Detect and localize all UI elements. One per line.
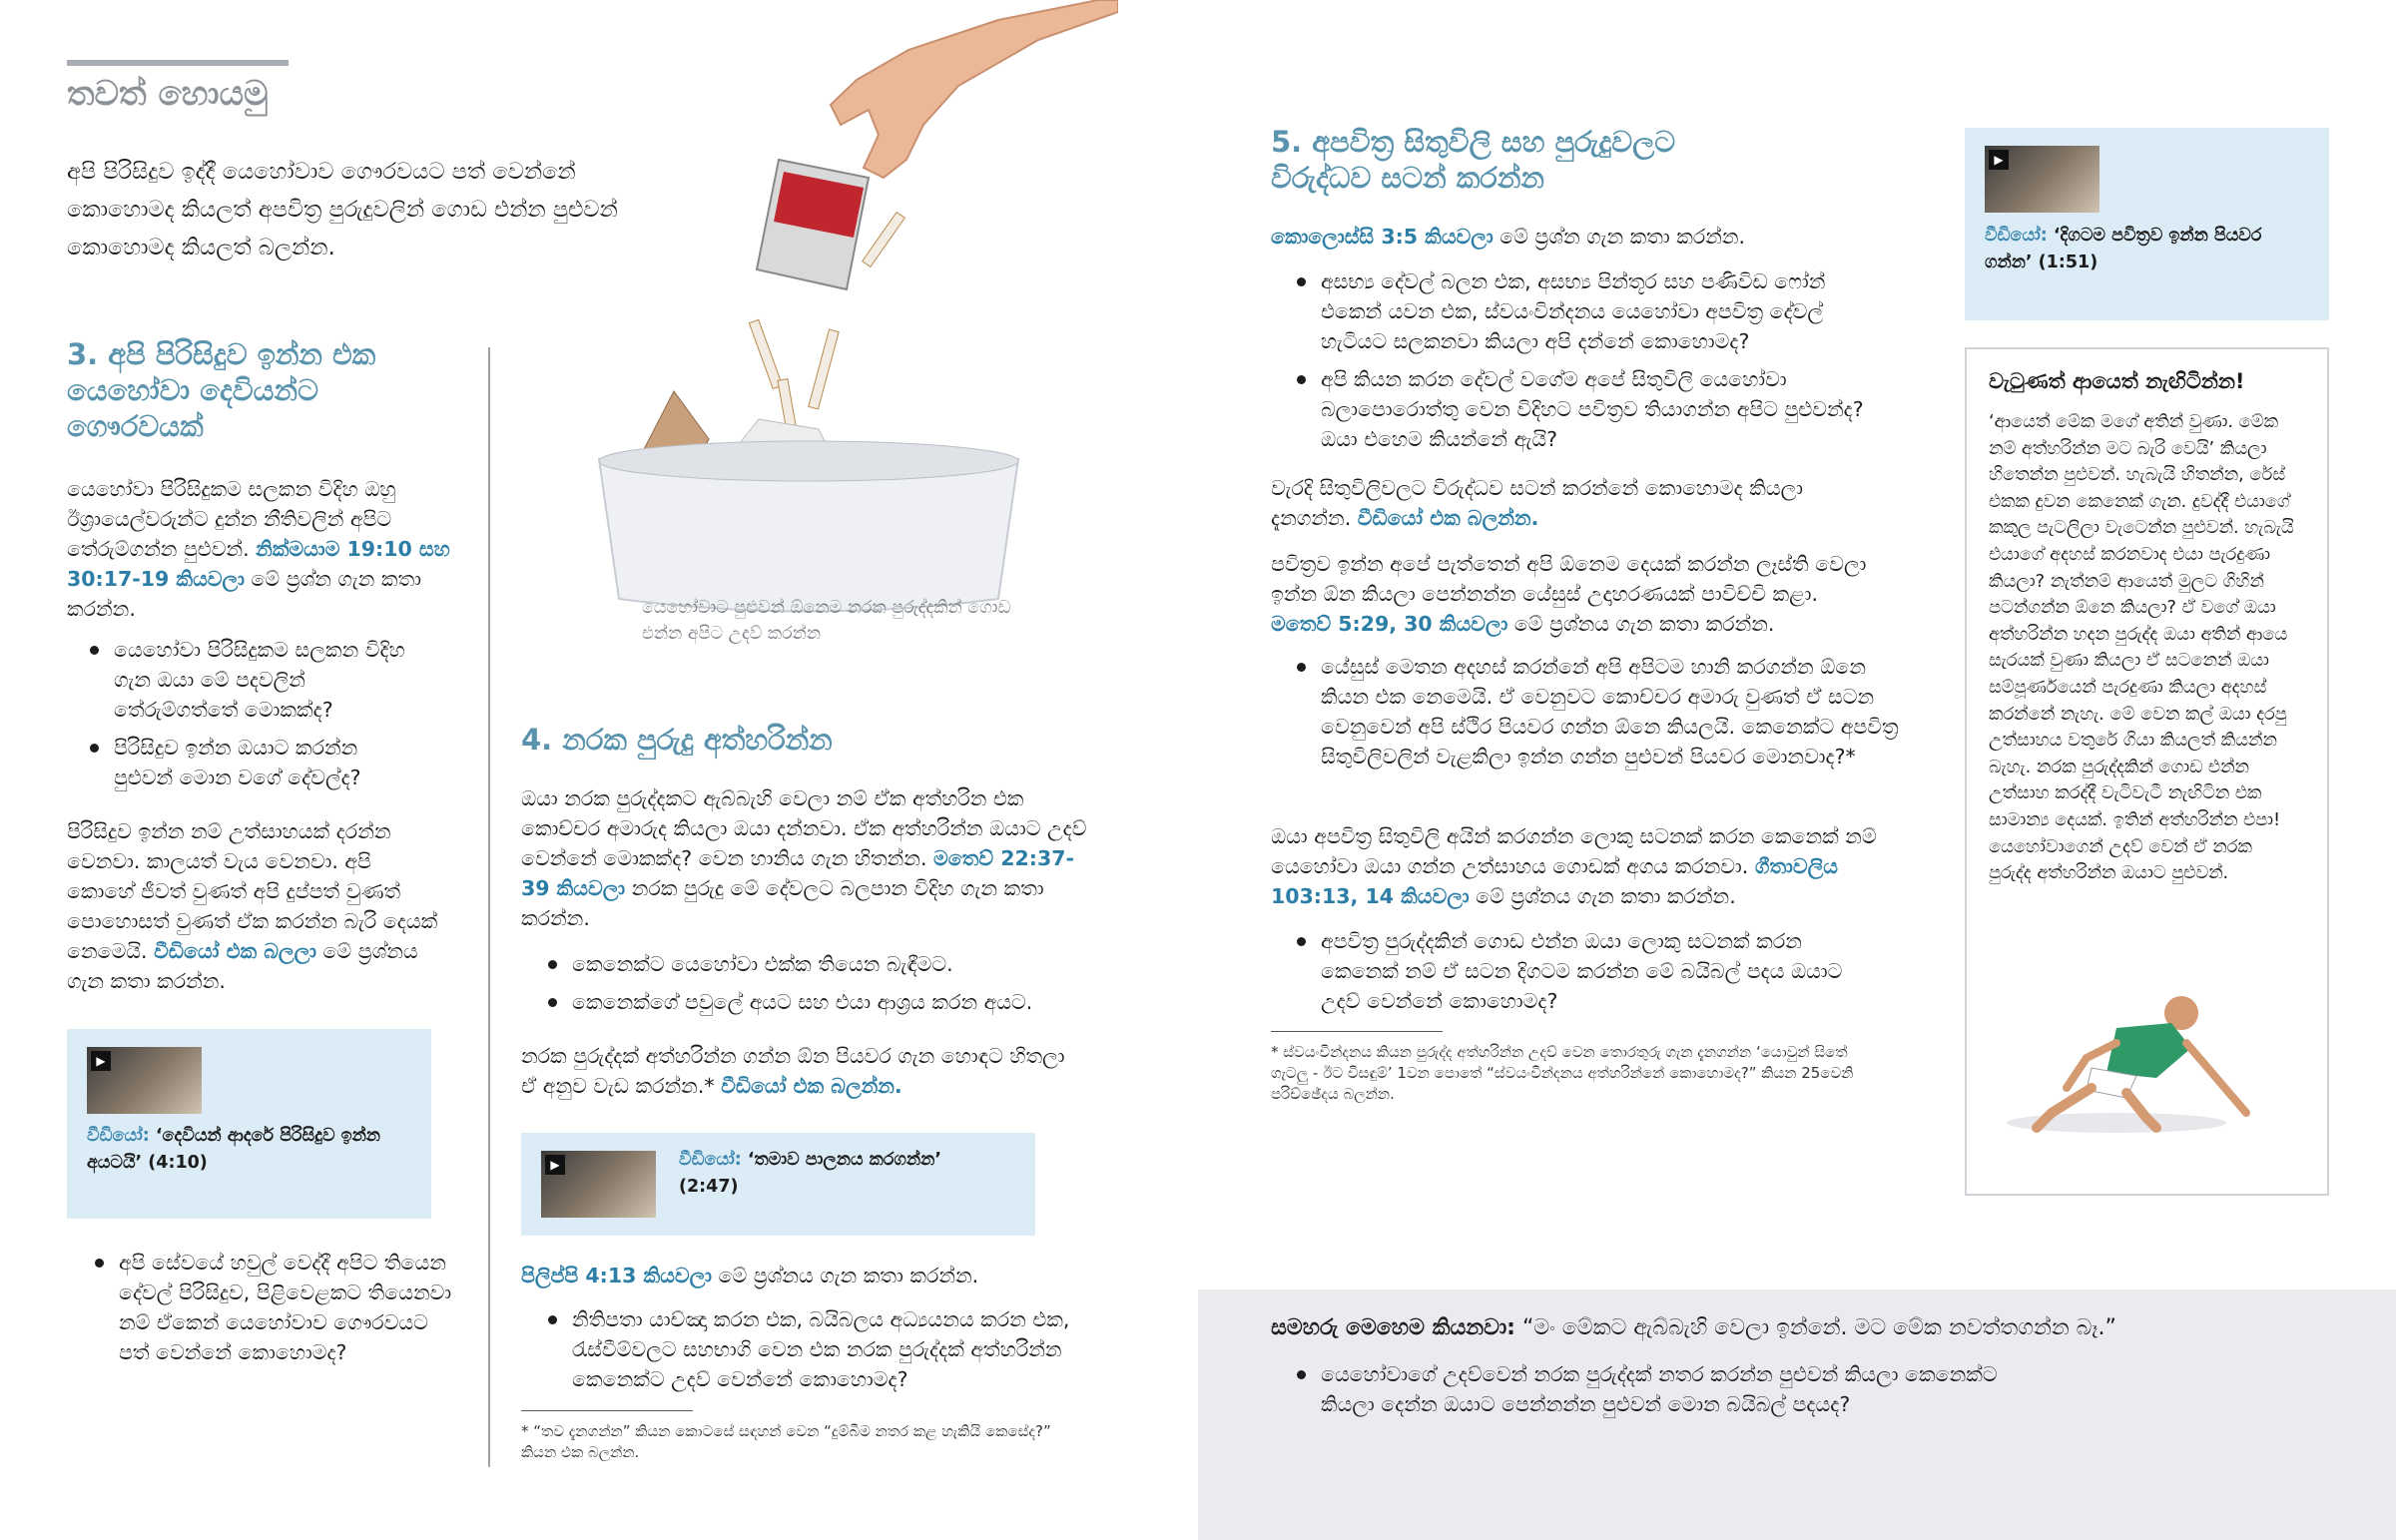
- section3-para2: පිරිසිදුව ඉන්න නම් උත්සාහයක් දරන්න වෙනවා. කාලයත් වැය වෙනවා. අපි කොහේ ජීවත් වුණත් අපි දුප්පත් වුණත් පොහොසත් වුණත් ඒක කරන්න බැරි දෙයක් නෙමෙයි. වීඩියෝ එක බලලා මේ ප්‍රශ්නය ගැන කතා කරන්න.: [67, 819, 438, 993]
- scripture-link[interactable]: පිලිප්පි 4:13 කියවලා: [521, 1264, 713, 1287]
- cigarette: [863, 213, 905, 267]
- list-item: කෙනෙක්ට යෙහෝවා එක්ක තියෙන බැඳීමට.: [546, 949, 1105, 979]
- section5-para2: වැරදි සිතුවිලිවලට විරුද්ධව සටන් කරන්නේ කොහොමද කියලා දැනගන්න. වීඩියෝ එක බලන්න.: [1271, 476, 1804, 530]
- play-icon[interactable]: ▶: [545, 1155, 565, 1175]
- runner-illustration: [1997, 988, 2266, 1138]
- list-item: අපි සේවයේ හවුල් වෙද්දී අපිට තියෙන දේවල් පිරිසිදුව, පිළිවෙළකට තියෙනවා නම් ඒකෙන් යෙහෝවාව ගෞරවයට පත් වෙන්නේ කොහොමද?: [93, 1248, 452, 1367]
- sidebar-title: වැටුණත් ආයෙත් නැඟිටින්න!: [1989, 369, 2245, 393]
- scripture-link[interactable]: නික්මයාම 19:10 සහ 30:17-19 කියවලා: [67, 537, 450, 591]
- section4-heading: 4. නරක පුරුදු අත්හරින්න: [521, 723, 833, 757]
- section3-para1: යෙහෝවා පිරිසිදුකම සලකන විදිහ ඔහු ඊශ්‍රායෙල්වරුන්ට දුන්න නීතිවලින් අපිට තේරුම්ගන්න පුළුවන්. නික්මයාම 19:10 සහ 30:17-19 කියවලා මේ ප්‍රශ්න ගැන කතා කරන්න.: [67, 477, 450, 621]
- list-item: අසභ්‍ය දේවල් බලන එක, අසභ්‍ය පින්තූර සහ පණිවිඩ ෆෝන් එකෙන් යවන එක, ස්වයංවින්දනය යෙහෝවා අපවිත්‍ර දේවල් හැටියට සලකනවා කියලා අපි දන්නේ කොහොමද?: [1295, 266, 1879, 356]
- video-thumbnail[interactable]: [541, 1151, 656, 1218]
- bottom-box-bullets: [1295, 1359, 2054, 1419]
- section3-bullets2: [93, 1248, 452, 1367]
- list-item: යෙහෝවා පිරිසිදුකම සලකන විදිහ ගැන ඔයා මේ පදවලින් තේරුම්ගත්තේ මොකක්ද?: [88, 635, 417, 725]
- list-item: අපි කියන කරන දේවල් වගේම අපේ සිතුවිලි යෙහෝවා බලාපොරොත්තු වෙන විදිහට පවිත්‍රව තියාගන්න අපිට පුළුවන්ද? ඔයා එහෙම කියන්නේ ඇයි?: [1295, 364, 1879, 454]
- footnote-rule: [1271, 1031, 1443, 1032]
- video-link[interactable]: වීඩියෝ එක බලලා: [154, 939, 316, 963]
- list-item: පිරිසිදුව ඉන්න ඔයාට කරන්න පුළුවන් මොන වගේ දේවල්ද?: [88, 733, 417, 792]
- sidebar-box: [1965, 347, 2329, 1196]
- bottom-box: [1198, 1289, 2396, 1540]
- hand: [831, 0, 1118, 178]
- play-icon[interactable]: ▶: [91, 1051, 111, 1071]
- video-box-1[interactable]: [67, 1029, 431, 1219]
- video-thumbnail[interactable]: [1985, 146, 2099, 213]
- section4-para1: ඔයා නරක පුරුද්දකට ඇබ්බැහි වෙලා නම් ඒක අත්හරින එක කොච්චර අමාරුද කියලා ඔයා දන්නවා. ඒක අත්හරින්න ඔයාට උදව් වෙන්නේ මොකක්ද? වෙන හානිය ගැන හිතන්න. මතෙව් 22:37-39 කියවලා නරක පුරුදු මේ දේවලට බලපාන විදිහ ගැන කතා කරන්න.: [521, 786, 1087, 930]
- scripture-link[interactable]: ගීතාවලිය 103:13, 14 කියවලා: [1271, 854, 1838, 908]
- bottom-box-quote: සමහරු මෙහෙම කියනවා: “මං මේකට ඇබ්බැහි වෙලා ඉන්නේ. මට මේක නවත්තගන්න බෑ.”: [1271, 1315, 2116, 1340]
- scripture-link[interactable]: මතෙව් 22:37-39 කියවලා: [521, 846, 1074, 900]
- section3-bullets: [88, 635, 417, 792]
- footnote: * ස්වයංවින්දනය කියන පුරුද්ද අත්හරින්න උදව් වෙන තොරතුරු ගැන දැනගන්න ‘යොවුන් සිතේ ගැටලු - ඊට විසඳුම්’ 1වන පොතේ “ස්වයංවින්දනය අත්හරින්නේ කොහොමද?” කියන 25වෙනි පරිච්ඡේදය බලන්න.: [1271, 1043, 1854, 1103]
- section5-para3: පවිත්‍රව ඉන්න අපේ පැත්තෙන් අපි ඕනෙම දෙයක් කරන්න ලෑස්ති වෙලා ඉන්න ඕන කියලා පෙන්නන්න යේසුස් උදාහරණයක් පාවිච්චි කළා. මතෙව් 5:29, 30 කියවලා මේ ප්‍රශ්නය ගැන කතා කරන්න.: [1271, 552, 1867, 636]
- section4-para3: පිලිප්පි 4:13 කියවලා මේ ප්‍රශ්නය ගැන කතා කරන්න.: [521, 1264, 979, 1287]
- video-label: වීඩියෝ: ‘දෙවියන් ආදරේ පිරිසිදුව ඉන්න අයටයි’ (4:10): [87, 1126, 381, 1173]
- section5-heading: 5. අපවිත්‍ර සිතුවිලි සහ පුරුදුවලට විරුද්ධව සටන් කරන්න: [1271, 125, 1676, 195]
- list-item: යෙහෝවාගේ උදව්වෙන් නරක පුරුද්දක් නතර කරන්න පුළුවන් කියලා කෙනෙක්ට කියලා දෙන්න ඔයාට පෙන්නන්න පුළුවන් මොන බයිබල් පදයද?: [1295, 1359, 2054, 1419]
- video-label: වීඩියෝ: ‘දිගටම පවිත්‍රව ඉන්න පියවර ගන්න’ (1:51): [1985, 226, 2262, 272]
- video-label: වීඩියෝ: ‘තමාව පාලනය කරගන්න’ (2:47): [679, 1150, 941, 1197]
- section4-para2: නරක පුරුද්දක් අත්හරින්න ගන්න ඕන පියවර ගැන හොඳට හිතලා ඒ අනුව වැඩ කරන්න.* වීඩියෝ එක බලන්න.: [521, 1044, 1065, 1098]
- list-item: කෙනෙක්ගේ පවුලේ අයට සහ එයා ආශ්‍රය කරන අයට.: [546, 987, 1105, 1017]
- section5-para1: කොලොස්සි 3:5 කියවලා මේ ප්‍රශ්න ගැන කතා කරන්න.: [1271, 225, 1746, 249]
- runner-shirt: [2106, 1023, 2191, 1078]
- top-rule: [67, 60, 289, 66]
- section4-bullets: [546, 949, 1105, 1017]
- list-item: නිතිපතා යාච්ඤා කරන එක, බයිබලය අධ්‍යයනය කරන එක, රැස්වීම්වලට සහභාගි වෙන එක නරක පුරුද්දක් අත්හරින්න කෙනෙක්ට උදව් වෙන්නේ කොහොමද?: [546, 1304, 1085, 1394]
- trash-illustration: [579, 0, 1118, 639]
- section5-bullets: [1295, 266, 1879, 454]
- section-label: තවත් හොයමු: [67, 74, 269, 114]
- cigarette: [809, 329, 839, 409]
- video-link[interactable]: වීඩියෝ එක බලන්න.: [1357, 506, 1539, 530]
- intro-text: අපි පිරිසිදුව ඉද්දී යෙහෝවාව ගෞරවයට පත් වෙන්නේ කොහොමද කියලත් අපවිත්‍ර පුරුදුවලින් ගොඩ එන්න පුළුවන් කොහොමද කියලත් බලන්න.: [67, 159, 618, 260]
- section5-bullets3: [1295, 926, 1874, 1016]
- cigarette: [749, 319, 782, 388]
- list-item: යේසුස් මෙතන අදහස් කරන්නේ අපි අපිටම හානි කරගන්න ඕනෙ කියන එක නෙමෙයි. ඒ වෙනුවට කොච්චර අමාරු වුණත් ඒ සටන වෙනුවෙන් අපි ස්ථිර පියවර ගන්න ඕනෙ කියලයි. කෙනෙක්ට අපවිත්‍ර සිතුවිලිවලින් වැළකිලා ඉන්න ගන්න පුළුවන් පියවර මොනවාද?*: [1295, 652, 1899, 771]
- scripture-link[interactable]: කොලොස්සි 3:5 කියවලා: [1271, 225, 1494, 249]
- footnote-rule: [521, 1410, 693, 1411]
- section3-heading: 3. අපි පිරිසිදුව ඉන්න එක යෙහෝවා දෙවියන්ට ගෞරවයක්: [67, 337, 376, 443]
- footnote: * “තව දැනගන්න” කියන කොටසේ සඳහන් වෙන “දුම්බීම නතර කළ හැකියි කෙසේද?” කියන එක බලන්න.: [521, 1422, 1051, 1461]
- scripture-link[interactable]: මතෙව් 5:29, 30 කියවලා: [1271, 612, 1508, 636]
- section5-bullets2: [1295, 652, 1899, 771]
- section5-para4: ඔයා අපවිත්‍ර සිතුවිලි අයින් කරගන්න ලොකු සටනක් කරන කෙනෙක් නම් යෙහෝවා ඔයා ගන්න උත්සාහය ගොඩක් අගය කරනවා. ගීතාවලිය 103:13, 14 කියවලා මේ ප්‍රශ්නය ගැන කතා කරන්න.: [1271, 824, 1877, 908]
- video-link[interactable]: වීඩියෝ එක බලන්න.: [721, 1074, 902, 1098]
- play-icon[interactable]: ▶: [1989, 150, 2009, 170]
- illustration-caption: යෙහෝවාට පුළුවන් ඕනෙම නරක පුරුද්දකින් ගොඩ එන්න අපිට උදව් කරන්න: [642, 598, 1011, 644]
- video-thumbnail[interactable]: [87, 1047, 202, 1114]
- video-box-3[interactable]: [1965, 128, 2329, 320]
- column-divider: [488, 347, 490, 1467]
- section4-bullets2: [546, 1304, 1085, 1394]
- list-item: අපවිත්‍ර පුරුද්දකින් ගොඩ එන්න ඔයා ලොකු සටනක් කරන කෙනෙක් නම් ඒ සටන දිගටම කරන්න මේ බයිබල් පදය ඔයාට උදව් වෙන්නේ කොහොමද?: [1295, 926, 1874, 1016]
- video-box-2[interactable]: [521, 1133, 1035, 1236]
- sidebar-body: ‘ආයෙත් මේක මගේ අතින් වුණා. මේක නම් අත්හරින්න මට බැරි වෙයි’ කියලා හිතෙන්න පුළුවන්. හැබැයි හිතන්න, රේස් එකක දුවන කෙනෙක් ගැන. දුවද්දී එයාගේ කකුල පැටලිලා වැටෙන්න පුළුවන්. හැබැයි එයාගේ අදහස් කරනවාද එයා පැරදුණා කියලා? නැත්නම් ආයෙත් මුලට ගිහින් පටන්ගන්න ඕනෙ කියලා? ඒ වගේ ඔයා අත්හරින්න හදන පුරුද්ද ඔයා අතින් ආයෙ සැරයක් වුණා කියලා ඒ සටනෙන් ඔයා සම්පූර්ණයෙන් පැරදුණා කියලා අදහස් කරන්නේ නැහැ. මේ වෙන කල් ඔයා දරපු උත්සාහය වතුරේ ගියා කියලත් කියන්න බැහැ. නරක පුරුද්දකින් ගොඩ එන්න උත්සාහ කරද්දී වැටිවැටී නැඟිටින එක සාමාන්‍ය දෙයක්. ඉතින් අත්හරින්න එපා! යෙහෝවාගෙන් උදව් වෙන් ඒ නරක පුරුද්ද අත්හරින්න ඔයාට පුළුවන්.: [1989, 411, 2294, 884]
